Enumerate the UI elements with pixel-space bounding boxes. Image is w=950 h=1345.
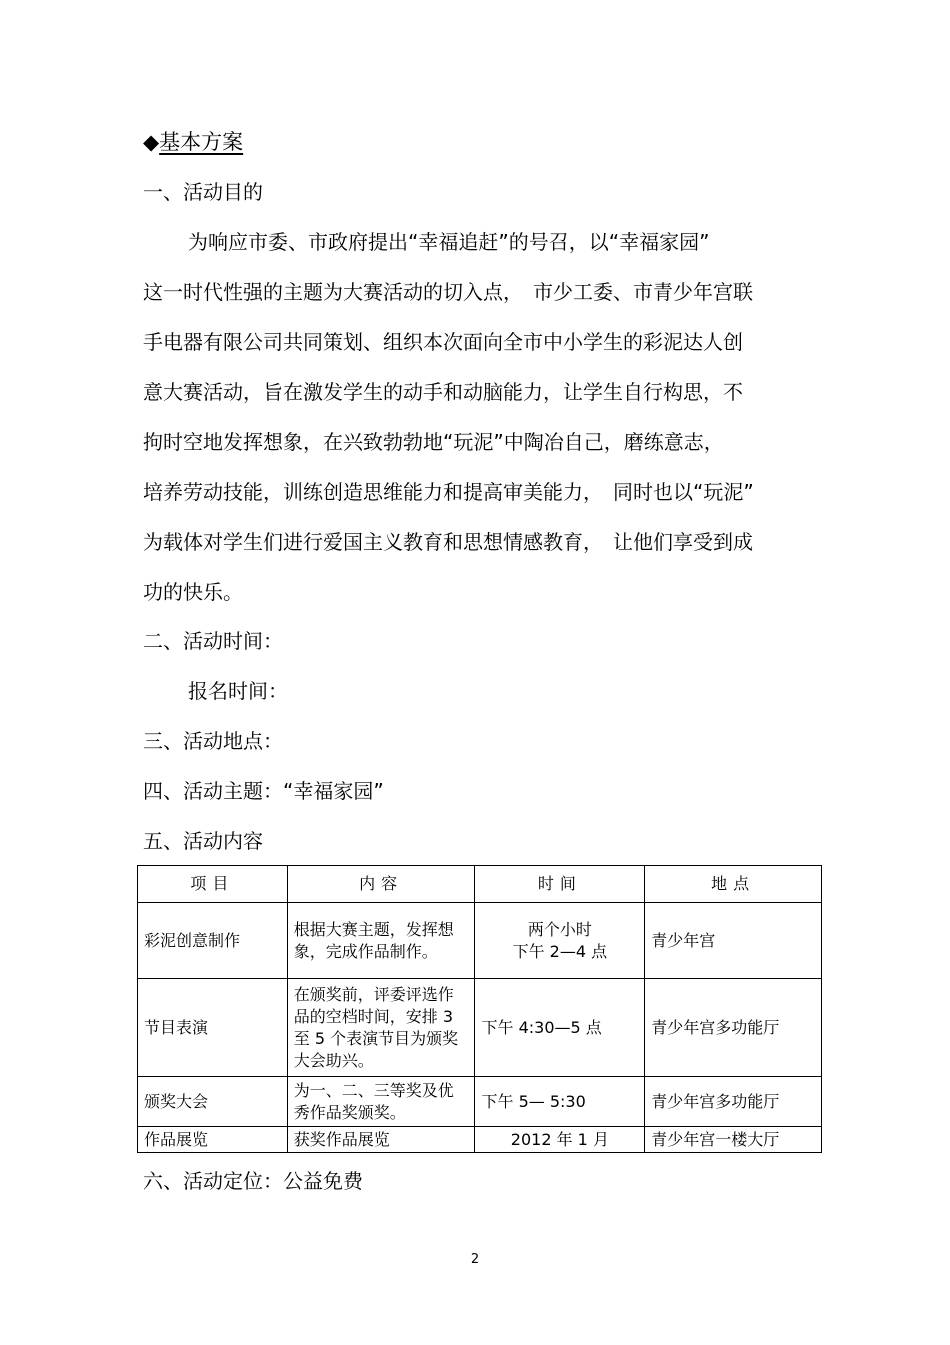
paragraph-line: 为响应市委、市政府提出“幸福追赶”的号召，以“幸福家园”	[188, 230, 710, 254]
table-row	[138, 1077, 822, 1127]
cell-content: 在颁奖前，评委评选作品的空档时间，安排 3 至 5 个表演节目为颁奖大会助兴。	[287, 979, 475, 1077]
activity-schedule-table	[137, 865, 822, 1153]
table-row	[138, 903, 822, 979]
cell-time: 下午 4:30—5 点	[475, 979, 645, 1077]
page-number: 2	[470, 1252, 480, 1267]
cell-time: 下午 5— 5:30	[475, 1077, 645, 1127]
header-place: 地点	[645, 866, 822, 903]
heading-text: 基本方案	[159, 130, 244, 154]
section-1-title: 一、活动目的	[143, 180, 263, 204]
section-3-title: 三、活动地点：	[143, 729, 283, 753]
cell-place: 青少年宫多功能厅	[645, 979, 822, 1077]
cell-project: 作品展览	[138, 1127, 288, 1153]
cell-place: 青少年宫	[645, 903, 822, 979]
section-5-title: 五、活动内容	[143, 829, 263, 853]
table-row	[138, 979, 822, 1077]
cell-project: 颁奖大会	[138, 1077, 288, 1127]
cell-content: 根据大赛主题，发挥想象，完成作品制作。	[287, 903, 475, 979]
paragraph-line: 意大赛活动，旨在激发学生的动手和动脑能力，让学生自行构思，不	[143, 380, 743, 404]
cell-content: 为一、二、三等奖及优秀作品奖颁奖。	[287, 1077, 475, 1127]
paragraph-line: 拘时空地发挥想象，在兴致勃勃地“玩泥”中陶冶自己，磨练意志，	[143, 430, 724, 454]
cell-time: 2012 年 1 月	[475, 1127, 645, 1153]
time-line: 下午 2—4 点	[512, 941, 608, 961]
section-heading	[143, 126, 243, 156]
paragraph-line: 手电器有限公司共同策划、组织本次面向全市中小学生的彩泥达人创	[143, 330, 743, 354]
registration-time-label: 报名时间：	[188, 679, 288, 703]
cell-content: 获奖作品展览	[287, 1127, 475, 1153]
section-6-title: 六、活动定位：公益免费	[143, 1169, 363, 1193]
cell-time	[475, 903, 645, 979]
cell-project: 彩泥创意制作	[138, 903, 288, 979]
cell-project: 节目表演	[138, 979, 288, 1077]
time-line: 两个小时	[527, 919, 592, 939]
header-time: 时间	[475, 866, 645, 903]
header-content: 内容	[287, 866, 475, 903]
table-row	[138, 1127, 822, 1153]
paragraph-line: 为载体对学生们进行爱国主义教育和思想情感教育， 让他们享受到成	[143, 530, 753, 554]
paragraph-line: 这一时代性强的主题为大赛活动的切入点， 市少工委、市青少年宫联	[143, 280, 753, 304]
paragraph-line: 功的快乐。	[143, 580, 243, 604]
cell-place: 青少年宫一楼大厅	[645, 1127, 822, 1153]
paragraph-line: 培养劳动技能，训练创造思维能力和提高审美能力， 同时也以“玩泥”	[143, 480, 754, 504]
section-4-title: 四、活动主题：“幸福家园”	[143, 779, 384, 803]
table-header-row	[138, 866, 822, 903]
diamond-bullet-icon: ◆	[143, 130, 160, 154]
cell-place: 青少年宫多功能厅	[645, 1077, 822, 1127]
header-project: 项目	[138, 866, 288, 903]
section-2-title: 二、活动时间：	[143, 629, 283, 653]
